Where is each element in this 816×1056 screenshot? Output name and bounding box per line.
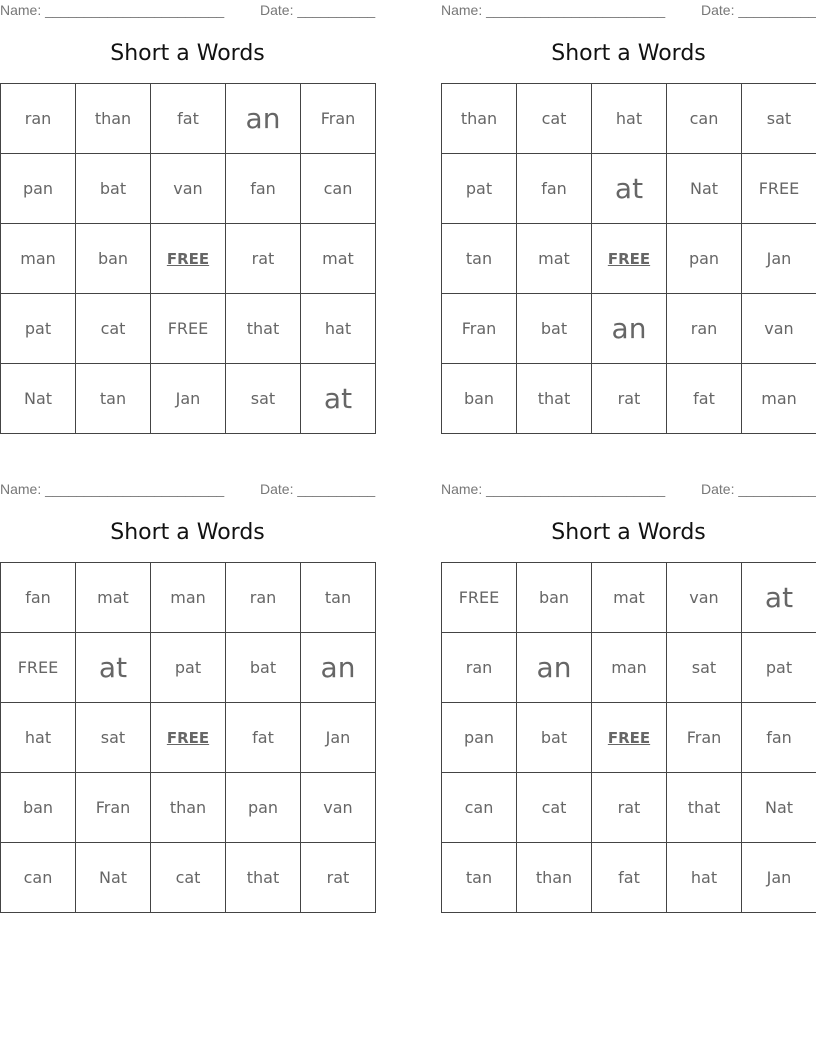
- grid-cell: mat: [301, 224, 376, 294]
- grid-cell: bat: [517, 294, 592, 364]
- grid-cell: Nat: [1, 364, 76, 434]
- grid-cell: hat: [1, 703, 76, 773]
- date-field-label: Date: __________: [701, 2, 816, 18]
- grid-cell: tan: [301, 563, 376, 633]
- grid-cell: man: [151, 563, 226, 633]
- grid-cell: mat: [76, 563, 151, 633]
- grid-cell: Nat: [76, 843, 151, 913]
- grid-cell: an: [592, 294, 667, 364]
- grid-cell: rat: [592, 773, 667, 843]
- grid-cell: rat: [301, 843, 376, 913]
- date-field-label: Date: __________: [260, 2, 376, 18]
- grid-row: [442, 224, 816, 294]
- grid-cell: can: [1, 843, 76, 913]
- grid-cell: FREE: [742, 154, 816, 224]
- bingo-grid: [441, 562, 816, 913]
- grid-cell: tan: [442, 843, 517, 913]
- grid-cell: cat: [517, 773, 592, 843]
- bingo-grid: [441, 83, 816, 434]
- grid-cell: ban: [442, 364, 517, 434]
- grid-cell: an: [517, 633, 592, 703]
- grid-cell: bat: [76, 154, 151, 224]
- grid-cell: pan: [667, 224, 742, 294]
- grid-cell: that: [226, 294, 301, 364]
- grid-cell: pat: [151, 633, 226, 703]
- grid-row: [1, 294, 376, 364]
- grid-cell: at: [592, 154, 667, 224]
- grid-cell: rat: [592, 364, 667, 434]
- grid-cell: Jan: [742, 224, 816, 294]
- bingo-card-3: [0, 479, 376, 887]
- grid-row: [1, 843, 376, 913]
- grid-cell: fan: [742, 703, 816, 773]
- grid-row: [442, 703, 816, 773]
- bingo-card-2: [441, 0, 816, 408]
- grid-cell: van: [667, 563, 742, 633]
- free-center-cell: FREE: [151, 703, 226, 773]
- grid-cell: fat: [151, 84, 226, 154]
- name-field-label: Name: _______________________: [441, 2, 666, 18]
- grid-cell: sat: [667, 633, 742, 703]
- grid-cell: pan: [442, 703, 517, 773]
- grid-cell: ran: [1, 84, 76, 154]
- grid-cell: sat: [742, 84, 816, 154]
- grid-row: [442, 843, 816, 913]
- grid-cell: can: [301, 154, 376, 224]
- grid-cell: Nat: [742, 773, 816, 843]
- grid-cell: Fran: [76, 773, 151, 843]
- grid-cell: hat: [301, 294, 376, 364]
- grid-cell: sat: [226, 364, 301, 434]
- grid-cell: ban: [517, 563, 592, 633]
- grid-cell: pan: [226, 773, 301, 843]
- grid-cell: hat: [667, 843, 742, 913]
- grid-row: [1, 563, 376, 633]
- bingo-grid: [0, 562, 376, 913]
- grid-cell: bat: [226, 633, 301, 703]
- grid-cell: than: [517, 843, 592, 913]
- grid-cell: ran: [226, 563, 301, 633]
- grid-row: [1, 84, 376, 154]
- grid-cell: can: [667, 84, 742, 154]
- grid-cell: mat: [517, 224, 592, 294]
- grid-cell: ran: [442, 633, 517, 703]
- grid-cell: cat: [151, 843, 226, 913]
- grid-cell: mat: [592, 563, 667, 633]
- grid-cell: at: [76, 633, 151, 703]
- grid-cell: that: [226, 843, 301, 913]
- grid-cell: pat: [442, 154, 517, 224]
- bingo-grid: [0, 83, 376, 434]
- bingo-card-4: [441, 479, 816, 887]
- grid-cell: van: [742, 294, 816, 364]
- free-center-cell: FREE: [151, 224, 226, 294]
- grid-cell: hat: [592, 84, 667, 154]
- grid-cell: Jan: [742, 843, 816, 913]
- grid-row: [1, 633, 376, 703]
- grid-cell: tan: [76, 364, 151, 434]
- name-field-label: Name: _______________________: [441, 481, 666, 497]
- grid-row: [442, 294, 816, 364]
- grid-row: [1, 703, 376, 773]
- card-header: [0, 0, 375, 20]
- grid-cell: that: [667, 773, 742, 843]
- grid-cell: fat: [667, 364, 742, 434]
- grid-cell: at: [301, 364, 376, 434]
- grid-cell: than: [76, 84, 151, 154]
- grid-cell: FREE: [1, 633, 76, 703]
- grid-cell: pan: [1, 154, 76, 224]
- bingo-card-1: [0, 0, 376, 415]
- card-header: [0, 479, 375, 499]
- grid-cell: Nat: [667, 154, 742, 224]
- grid-cell: rat: [226, 224, 301, 294]
- free-center-cell: FREE: [592, 224, 667, 294]
- card-header: [441, 479, 816, 499]
- date-field-label: Date: __________: [701, 481, 816, 497]
- grid-row: [1, 154, 376, 224]
- grid-row: [442, 773, 816, 843]
- card-title: Short a Words: [551, 520, 706, 545]
- grid-cell: van: [301, 773, 376, 843]
- grid-cell: ban: [76, 224, 151, 294]
- grid-cell: FREE: [442, 563, 517, 633]
- grid-cell: Fran: [442, 294, 517, 364]
- free-center-cell: FREE: [592, 703, 667, 773]
- grid-cell: fan: [226, 154, 301, 224]
- grid-row: [442, 364, 816, 434]
- grid-row: [442, 563, 816, 633]
- grid-cell: FREE: [151, 294, 226, 364]
- grid-row: [442, 84, 816, 154]
- grid-cell: van: [151, 154, 226, 224]
- grid-cell: pat: [1, 294, 76, 364]
- grid-cell: fat: [226, 703, 301, 773]
- grid-row: [442, 154, 816, 224]
- grid-cell: tan: [442, 224, 517, 294]
- grid-cell: man: [592, 633, 667, 703]
- card-header: [441, 0, 816, 20]
- name-field-label: Name: _______________________: [0, 2, 225, 18]
- grid-row: [1, 364, 376, 434]
- grid-cell: Jan: [301, 703, 376, 773]
- card-title: Short a Words: [551, 41, 706, 66]
- grid-cell: man: [1, 224, 76, 294]
- grid-cell: cat: [76, 294, 151, 364]
- grid-cell: ran: [667, 294, 742, 364]
- grid-cell: Jan: [151, 364, 226, 434]
- grid-cell: fan: [1, 563, 76, 633]
- date-field-label: Date: __________: [260, 481, 376, 497]
- grid-cell: ban: [1, 773, 76, 843]
- grid-cell: bat: [517, 703, 592, 773]
- grid-row: [442, 633, 816, 703]
- grid-cell: fat: [592, 843, 667, 913]
- grid-cell: than: [442, 84, 517, 154]
- grid-cell: pat: [742, 633, 816, 703]
- grid-cell: can: [442, 773, 517, 843]
- grid-cell: than: [151, 773, 226, 843]
- grid-cell: at: [742, 563, 816, 633]
- grid-cell: that: [517, 364, 592, 434]
- grid-cell: Fran: [301, 84, 376, 154]
- grid-row: [1, 224, 376, 294]
- card-title: Short a Words: [110, 41, 265, 66]
- grid-cell: man: [742, 364, 816, 434]
- grid-cell: cat: [517, 84, 592, 154]
- grid-cell: an: [301, 633, 376, 703]
- grid-cell: Fran: [667, 703, 742, 773]
- grid-cell: sat: [76, 703, 151, 773]
- card-title: Short a Words: [110, 520, 265, 545]
- name-field-label: Name: _______________________: [0, 481, 225, 497]
- grid-cell: fan: [517, 154, 592, 224]
- grid-cell: an: [226, 84, 301, 154]
- grid-row: [1, 773, 376, 843]
